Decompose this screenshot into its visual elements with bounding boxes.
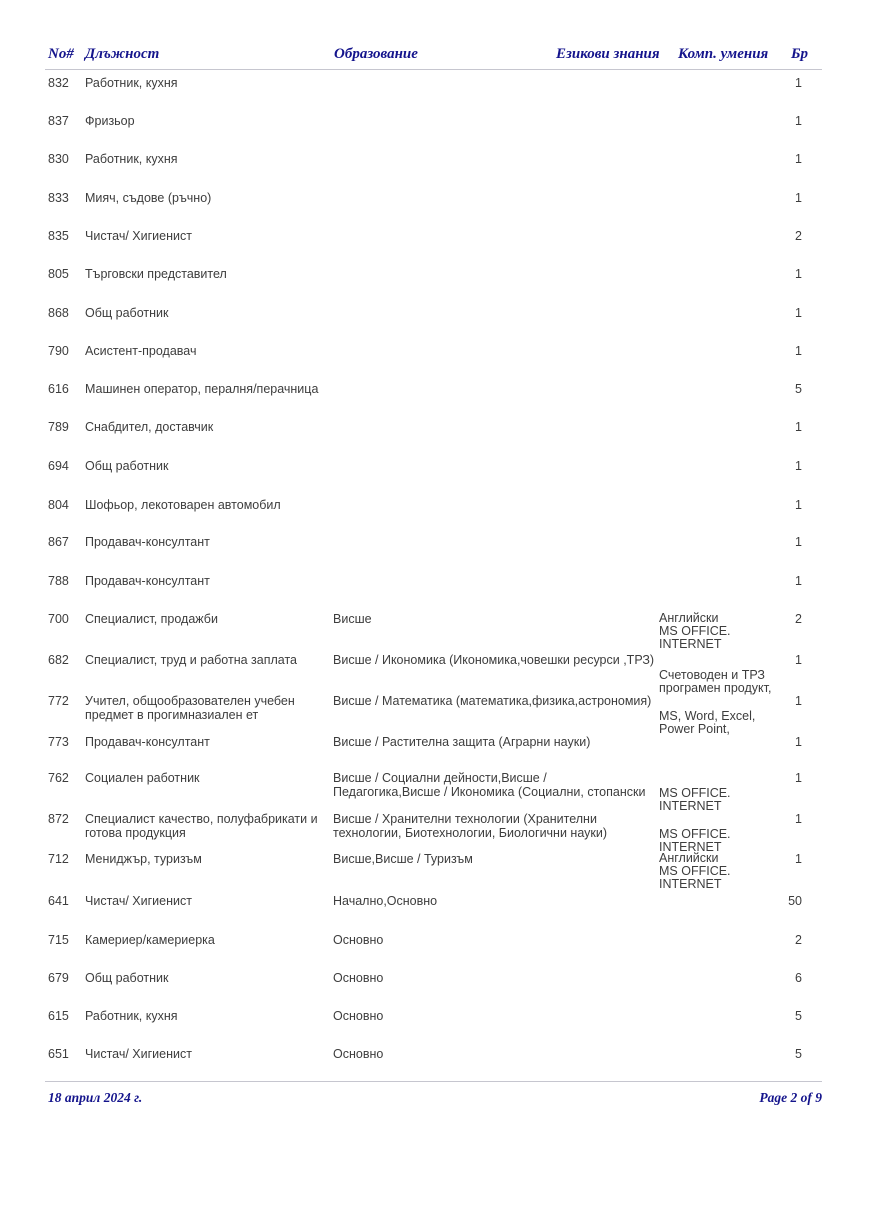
count-cell-line: 1: [795, 191, 802, 205]
count-cell: [762, 933, 802, 947]
column-header-education: Образование: [334, 46, 418, 62]
row-number-line: 712: [48, 852, 69, 866]
position-cell: [85, 812, 335, 840]
position-cell: [85, 344, 335, 358]
row-number-line: 694: [48, 459, 69, 473]
count-cell: [762, 306, 802, 320]
column-header-position: Длъжност: [85, 46, 160, 62]
position-cell: [85, 114, 335, 128]
row-number: [48, 1047, 84, 1061]
row-number: [48, 574, 84, 588]
count-cell-line: 2: [795, 612, 802, 626]
position-cell: [85, 535, 335, 549]
row-number-line: 835: [48, 229, 69, 243]
skills-cell-line: INTERNET: [659, 877, 722, 891]
education-cell-line: Висше: [333, 612, 372, 626]
education-cell: [333, 852, 653, 866]
position-cell: [85, 459, 335, 473]
row-number-line: 651: [48, 1047, 69, 1061]
count-cell: [762, 535, 802, 549]
count-cell-line: 1: [795, 852, 802, 866]
position-cell: [85, 191, 335, 205]
count-cell-line: 1: [795, 535, 802, 549]
skills-cell: [659, 710, 791, 736]
education-cell-line: Педагогика,Висше / Икономика (Социални, стопански: [333, 785, 646, 799]
row-number-line: 679: [48, 971, 69, 985]
row-number: [48, 382, 84, 396]
education-cell: [333, 694, 653, 708]
row-number: [48, 735, 84, 749]
count-cell: [762, 574, 802, 588]
count-cell-line: 1: [795, 574, 802, 588]
education-cell-line: Основно: [333, 1009, 384, 1023]
position-cell-line: Учител, общообразователен учебен: [85, 694, 295, 708]
education-cell: [333, 1009, 653, 1023]
count-cell: [762, 114, 802, 128]
position-cell-line: Специалист качество, полуфабрикати и: [85, 812, 318, 826]
count-cell: [762, 894, 802, 908]
position-cell-line: Социален работник: [85, 771, 200, 785]
count-cell: [762, 498, 802, 512]
count-cell: [762, 152, 802, 166]
row-number-line: 867: [48, 535, 69, 549]
education-cell-line: Висше / Социални дейности,Висше /: [333, 771, 547, 785]
count-cell: [762, 694, 802, 708]
count-cell: [762, 1047, 802, 1061]
position-cell-line: Работник, кухня: [85, 1009, 178, 1023]
count-cell: [762, 420, 802, 434]
row-number: [48, 812, 84, 826]
count-cell-line: 1: [795, 694, 802, 708]
row-number: [48, 933, 84, 947]
row-number-line: 616: [48, 382, 69, 396]
skills-cell-line: MS OFFICE.: [659, 827, 731, 841]
position-cell-line: готова продукция: [85, 826, 186, 840]
count-cell-line: 1: [795, 267, 802, 281]
column-header-no: No#: [48, 46, 74, 62]
position-cell: [85, 306, 335, 320]
row-number: [48, 1009, 84, 1023]
position-cell: [85, 498, 335, 512]
position-cell: [85, 933, 335, 947]
position-cell-line: Снабдител, доставчик: [85, 420, 214, 434]
position-cell-line: Продавач-консултант: [85, 574, 210, 588]
position-cell: [85, 382, 335, 396]
skills-cell-line: Английски: [659, 851, 719, 865]
count-cell: [762, 852, 802, 866]
count-cell-line: 1: [795, 735, 802, 749]
row-number-line: 832: [48, 76, 69, 90]
count-cell-line: 1: [795, 812, 802, 826]
row-number-line: 833: [48, 191, 69, 205]
education-cell: [333, 735, 653, 749]
education-cell: [333, 894, 653, 908]
row-number-line: 682: [48, 653, 69, 667]
count-cell-line: 2: [795, 933, 802, 947]
footer-date: 18 април 2024 г.: [48, 1090, 143, 1105]
education-cell-line: Начално,Основно: [333, 894, 438, 908]
count-cell: [762, 459, 802, 473]
count-cell: [762, 76, 802, 90]
education-cell-line: Основно: [333, 933, 384, 947]
position-cell: [85, 1009, 335, 1023]
count-cell-line: 2: [795, 229, 802, 243]
education-cell: [333, 771, 653, 799]
education-cell: [333, 612, 653, 626]
position-cell: [85, 852, 335, 866]
count-cell: [762, 653, 802, 667]
position-cell: [85, 1047, 335, 1061]
skills-cell-line: INTERNET: [659, 637, 722, 651]
row-number: [48, 344, 84, 358]
education-cell: [333, 812, 653, 840]
position-cell-line: Мияч, съдове (ръчно): [85, 191, 212, 205]
position-cell: [85, 971, 335, 985]
row-number: [48, 459, 84, 473]
row-number: [48, 114, 84, 128]
education-cell: [333, 1047, 653, 1061]
row-number: [48, 306, 84, 320]
row-number-line: 715: [48, 933, 69, 947]
position-cell: [85, 735, 335, 749]
row-number: [48, 653, 84, 667]
count-cell: [762, 812, 802, 826]
position-cell-line: Общ работник: [85, 306, 169, 320]
position-cell: [85, 694, 335, 722]
footer-rule: [45, 1081, 822, 1082]
position-cell: [85, 420, 335, 434]
count-cell-line: 1: [795, 653, 802, 667]
count-cell-line: 1: [795, 114, 802, 128]
skills-cell-line: Power Point,: [659, 722, 730, 736]
count-cell-line: 1: [795, 76, 802, 90]
row-number: [48, 152, 84, 166]
count-cell-line: 1: [795, 306, 802, 320]
count-cell-line: 1: [795, 152, 802, 166]
row-number-line: 615: [48, 1009, 69, 1023]
position-cell-line: Камериер/камериерка: [85, 933, 215, 947]
position-cell: [85, 612, 335, 626]
education-cell-line: Висше / Математика (математика,физика,астрономия): [333, 694, 652, 708]
count-cell-line: 1: [795, 498, 802, 512]
position-cell-line: Фризьор: [85, 114, 135, 128]
skills-cell-line: INTERNET: [659, 840, 722, 854]
position-cell-line: Продавач-консултант: [85, 535, 210, 549]
position-cell-line: Общ работник: [85, 459, 169, 473]
count-cell: [762, 612, 802, 626]
education-cell-line: Висше / Хранителни технологии (Хранителни: [333, 812, 597, 826]
row-number-line: 762: [48, 771, 69, 785]
row-number: [48, 852, 84, 866]
education-cell: [333, 971, 653, 985]
skills-cell-line: MS OFFICE.: [659, 624, 731, 638]
position-cell-line: Общ работник: [85, 971, 169, 985]
position-cell: [85, 76, 335, 90]
column-header-languages: Езикови знания: [556, 46, 660, 62]
position-cell: [85, 574, 335, 588]
skills-cell: [659, 669, 791, 695]
count-cell-line: 50: [788, 894, 802, 908]
row-number-line: 772: [48, 694, 69, 708]
count-cell: [762, 229, 802, 243]
row-number: [48, 498, 84, 512]
row-number-line: 788: [48, 574, 69, 588]
position-cell-line: Чистач/ Хигиенист: [85, 1047, 192, 1061]
position-cell-line: Специалист, труд и работна заплата: [85, 653, 297, 667]
count-cell: [762, 735, 802, 749]
column-header-computer: Комп. умения: [678, 46, 769, 62]
count-cell-line: 6: [795, 971, 802, 985]
count-cell: [762, 971, 802, 985]
row-number: [48, 535, 84, 549]
row-number-line: 773: [48, 735, 69, 749]
education-cell-line: Висше / Икономика (Икономика,човешки ресурси ,ТРЗ): [333, 653, 655, 667]
position-cell-line: предмет в прогимназиален ет: [85, 708, 259, 722]
education-cell-line: Основно: [333, 971, 384, 985]
row-number-line: 830: [48, 152, 69, 166]
count-cell-line: 5: [795, 382, 802, 396]
skills-cell-line: Счетоводен и ТРЗ: [659, 668, 765, 682]
position-cell-line: Мениджър, туризъм: [85, 852, 202, 866]
count-cell: [762, 382, 802, 396]
position-cell-line: Чистач/ Хигиенист: [85, 894, 192, 908]
row-number-line: 804: [48, 498, 69, 512]
row-number-line: 805: [48, 267, 69, 281]
position-cell: [85, 771, 335, 785]
count-cell: [762, 1009, 802, 1023]
position-cell-line: Чистач/ Хигиенист: [85, 229, 192, 243]
row-number: [48, 191, 84, 205]
position-cell-line: Шофьор, лекотоварен автомобил: [85, 498, 281, 512]
row-number-line: 790: [48, 344, 69, 358]
footer-page-number: Page 2 of 9: [759, 1090, 822, 1105]
row-number: [48, 267, 84, 281]
position-cell: [85, 653, 335, 667]
skills-cell-line: Английски: [659, 611, 719, 625]
position-cell-line: Работник, кухня: [85, 152, 178, 166]
skills-cell-line: програмен продукт,: [659, 681, 772, 695]
position-cell-line: Продавач-консултант: [85, 735, 210, 749]
count-cell-line: 5: [795, 1009, 802, 1023]
count-cell-line: 5: [795, 1047, 802, 1061]
row-number: [48, 76, 84, 90]
skills-cell: [659, 787, 791, 813]
position-cell: [85, 229, 335, 243]
row-number-line: 872: [48, 812, 69, 826]
position-cell: [85, 267, 335, 281]
skills-cell-line: MS OFFICE.: [659, 864, 731, 878]
count-cell-line: 1: [795, 420, 802, 434]
skills-cell-line: MS OFFICE.: [659, 786, 731, 800]
row-number-line: 868: [48, 306, 69, 320]
count-cell-line: 1: [795, 344, 802, 358]
education-cell: [333, 933, 653, 947]
row-number: [48, 694, 84, 708]
position-cell-line: Машинен оператор, пералня/перачница: [85, 382, 319, 396]
count-cell: [762, 771, 802, 785]
position-cell-line: Търговски представител: [85, 267, 227, 281]
education-cell-line: технологии, Биотехнологии, Биологични науки): [333, 826, 607, 840]
position-cell: [85, 152, 335, 166]
education-cell: [333, 653, 653, 667]
skills-cell-line: MS, Word, Excel,: [659, 709, 756, 723]
row-number: [48, 612, 84, 626]
row-number-line: 789: [48, 420, 69, 434]
position-cell-line: Асистент-продавач: [85, 344, 197, 358]
count-cell: [762, 267, 802, 281]
row-number: [48, 971, 84, 985]
count-cell: [762, 344, 802, 358]
education-cell-line: Висше,Висше / Туризъм: [333, 852, 473, 866]
column-header-count: Бр: [791, 46, 809, 62]
position-cell: [85, 894, 335, 908]
row-number: [48, 420, 84, 434]
row-number-line: 641: [48, 894, 69, 908]
count-cell: [762, 191, 802, 205]
row-number: [48, 229, 84, 243]
header-rule: [45, 69, 822, 70]
row-number: [48, 771, 84, 785]
education-cell-line: Основно: [333, 1047, 384, 1061]
position-cell-line: Специалист, продажби: [85, 612, 218, 626]
row-number-line: 837: [48, 114, 69, 128]
skills-cell-line: INTERNET: [659, 799, 722, 813]
row-number-line: 700: [48, 612, 69, 626]
count-cell-line: 1: [795, 771, 802, 785]
education-cell-line: Висше / Растителна защита (Аграрни науки): [333, 735, 591, 749]
row-number: [48, 894, 84, 908]
count-cell-line: 1: [795, 459, 802, 473]
position-cell-line: Работник, кухня: [85, 76, 178, 90]
